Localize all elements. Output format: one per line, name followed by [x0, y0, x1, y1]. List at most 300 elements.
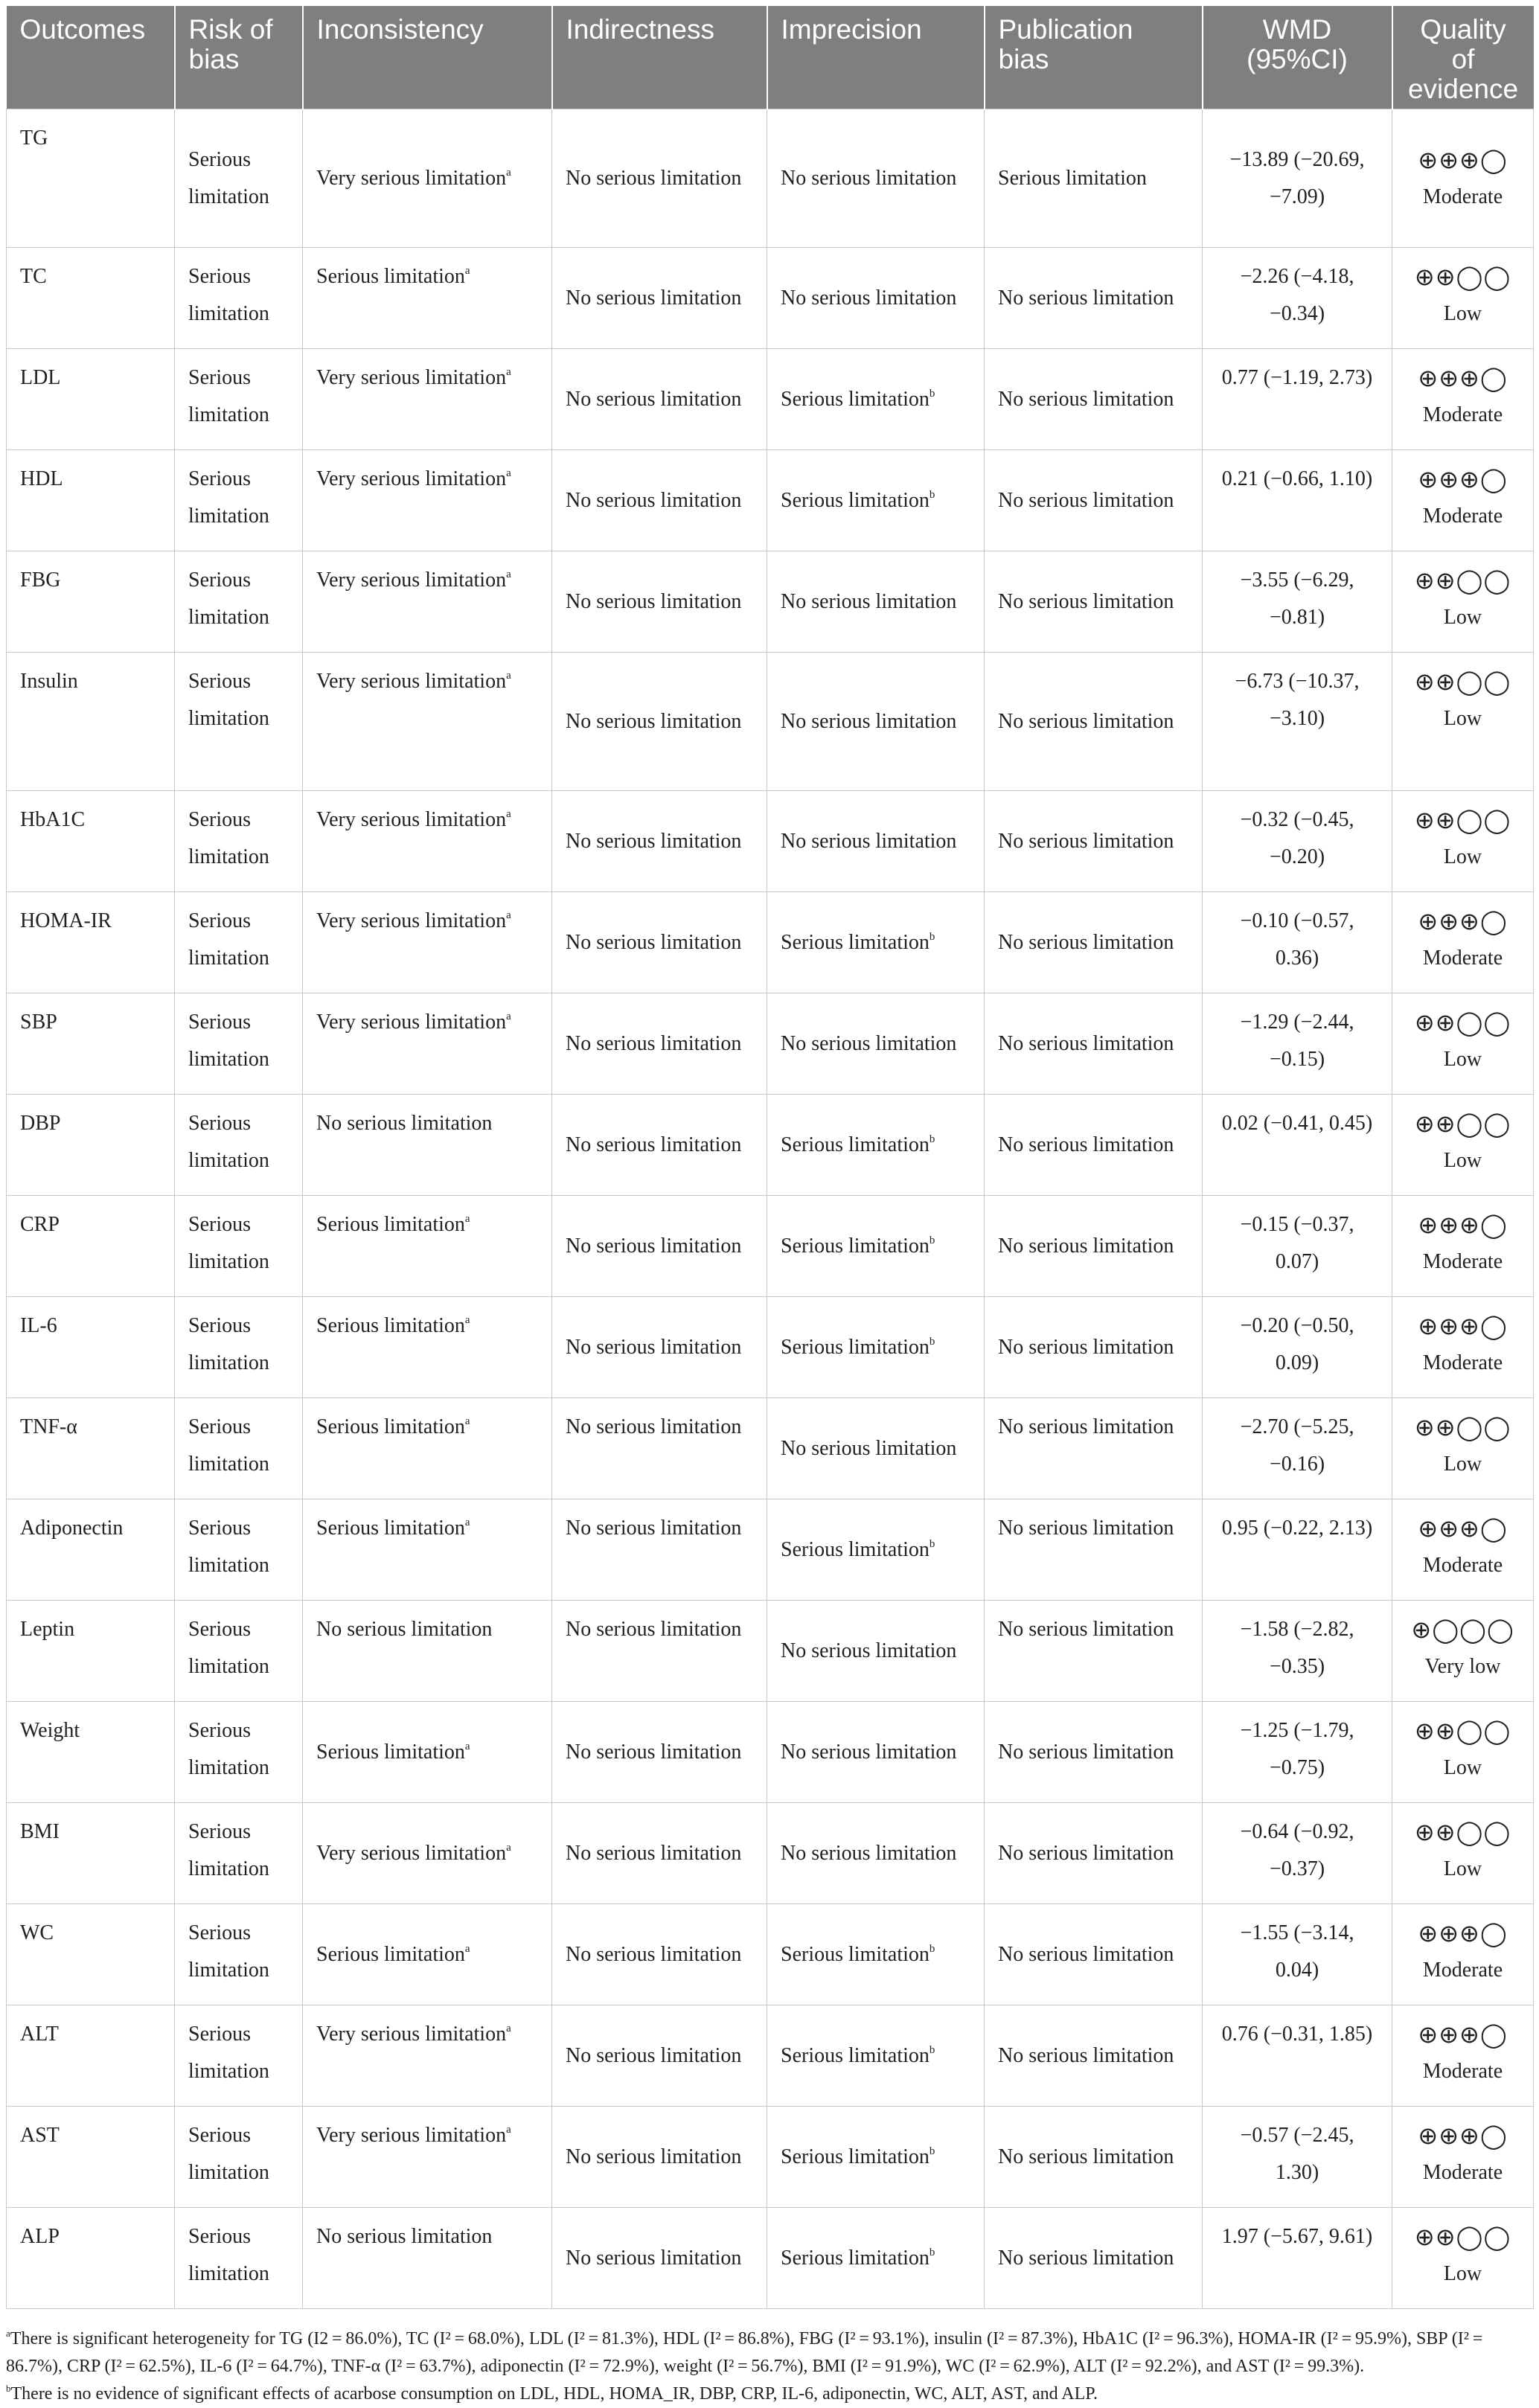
inconsistency-text: Serious limitation: [316, 1517, 465, 1540]
quality-cell: [1392, 551, 1534, 653]
header-quality: Quality of evidence: [1392, 6, 1534, 109]
quality-cell: [1392, 450, 1534, 551]
quality-label: Low: [1443, 2262, 1482, 2285]
table-row: [7, 2208, 1534, 2309]
imprecision-text: Serious limitation: [781, 488, 930, 512]
table-row: [7, 450, 1534, 551]
quality-label: Moderate: [1422, 1250, 1503, 1273]
table-footnotes: [6, 2325, 1533, 2408]
imprecision-cell: [767, 653, 985, 791]
header-publication-bias: Publication bias: [985, 6, 1203, 109]
imprecision-text: Serious limitation: [781, 930, 930, 954]
inconsistency-cell: [303, 2208, 552, 2309]
quality-cell: [1392, 2208, 1534, 2309]
imprecision-cell: [767, 993, 985, 1095]
wmd-cell: −2.70 (−5.25, −0.16): [1203, 1398, 1392, 1499]
quality-cell: [1392, 993, 1534, 1095]
risk-of-bias-cell: Serious limitation: [175, 892, 303, 993]
risk-of-bias-cell: Serious limitation: [175, 450, 303, 551]
imprecision-text: No serious limitation: [781, 1740, 957, 1764]
publication-bias-cell: No serious limitation: [985, 653, 1203, 791]
inconsistency-text: Serious limitation: [316, 1415, 465, 1438]
wmd-cell: 0.95 (−0.22, 2.13): [1203, 1499, 1392, 1601]
indirectness-cell: No serious limitation: [552, 109, 767, 248]
risk-of-bias-cell: Serious limitation: [175, 2005, 303, 2107]
outcome-cell: HbA1C: [7, 791, 175, 892]
imprecision-text: No serious limitation: [781, 1639, 957, 1662]
quality-label: Moderate: [1422, 185, 1503, 208]
inconsistency-cell: [303, 551, 552, 653]
indirectness-cell: No serious limitation: [552, 791, 767, 892]
inconsistency-text: Very serious limitation: [316, 166, 507, 190]
indirectness-cell: No serious limitation: [552, 1803, 767, 1904]
quality-cell: [1392, 1803, 1534, 1904]
quality-symbols-icon: ⊕⊕⊕◯: [1418, 1312, 1508, 1340]
header-risk-of-bias: Risk of bias: [175, 6, 303, 109]
footnote-marker: a: [506, 467, 511, 479]
quality-cell: [1392, 2107, 1534, 2208]
quality-label: Moderate: [1422, 2161, 1503, 2184]
publication-bias-cell: No serious limitation: [985, 791, 1203, 892]
outcome-cell: TG: [7, 109, 175, 248]
risk-of-bias-cell: Serious limitation: [175, 2208, 303, 2309]
footnote-marker: a: [506, 569, 511, 580]
inconsistency-cell: [303, 653, 552, 791]
quality-cell: [1392, 1904, 1534, 2005]
footnote-marker: b: [929, 2145, 935, 2157]
quality-symbols-icon: ⊕⊕⊕◯: [1418, 364, 1508, 392]
quality-symbols-icon: ⊕⊕⊕◯: [1418, 1919, 1508, 1947]
inconsistency-cell: [303, 1904, 552, 2005]
indirectness-cell: No serious limitation: [552, 551, 767, 653]
risk-of-bias-cell: Serious limitation: [175, 1499, 303, 1601]
inconsistency-cell: [303, 1499, 552, 1601]
quality-cell: [1392, 2005, 1534, 2107]
imprecision-text: No serious limitation: [781, 166, 957, 190]
imprecision-cell: [767, 791, 985, 892]
indirectness-cell: No serious limitation: [552, 1601, 767, 1702]
imprecision-cell: [767, 450, 985, 551]
outcome-cell: Weight: [7, 1702, 175, 1803]
table-header: [7, 6, 1534, 109]
table-row: [7, 1702, 1534, 1803]
table-row: [7, 892, 1534, 993]
imprecision-cell: [767, 1499, 985, 1601]
inconsistency-text: Very serious limitation: [316, 2023, 507, 2046]
quality-symbols-icon: ⊕⊕◯◯: [1414, 1717, 1511, 1745]
publication-bias-cell: Serious limitation: [985, 109, 1203, 248]
imprecision-cell: [767, 248, 985, 349]
inconsistency-text: Very serious limitation: [316, 909, 507, 932]
imprecision-text: No serious limitation: [781, 709, 957, 733]
outcome-cell: Leptin: [7, 1601, 175, 1702]
imprecision-cell: [767, 551, 985, 653]
publication-bias-cell: No serious limitation: [985, 1297, 1203, 1398]
indirectness-cell: No serious limitation: [552, 1499, 767, 1601]
inconsistency-text: No serious limitation: [316, 1112, 493, 1135]
wmd-cell: 0.76 (−0.31, 1.85): [1203, 2005, 1392, 2107]
table-row: [7, 1398, 1534, 1499]
imprecision-text: Serious limitation: [781, 387, 930, 411]
footnote-marker: a: [464, 1942, 470, 1955]
footnote-marker: a: [506, 909, 511, 921]
inconsistency-text: Very serious limitation: [316, 569, 507, 592]
quality-label: Low: [1443, 845, 1482, 868]
table-row: [7, 653, 1534, 791]
wmd-cell: 1.97 (−5.67, 9.61): [1203, 2208, 1392, 2309]
inconsistency-cell: [303, 892, 552, 993]
inconsistency-text: Very serious limitation: [316, 2124, 507, 2147]
inconsistency-cell: [303, 1702, 552, 1803]
risk-of-bias-cell: Serious limitation: [175, 653, 303, 791]
footnote-marker: a: [506, 808, 511, 820]
inconsistency-cell: [303, 349, 552, 450]
footnote-b-mark: b: [6, 2383, 11, 2394]
table-row: [7, 349, 1534, 450]
outcome-cell: SBP: [7, 993, 175, 1095]
inconsistency-cell: [303, 2107, 552, 2208]
indirectness-cell: No serious limitation: [552, 2208, 767, 2309]
risk-of-bias-cell: Serious limitation: [175, 1095, 303, 1196]
inconsistency-cell: [303, 1196, 552, 1297]
imprecision-text: Serious limitation: [781, 1335, 930, 1359]
outcome-cell: HOMA-IR: [7, 892, 175, 993]
imprecision-cell: [767, 1601, 985, 1702]
quality-symbols-icon: ⊕⊕⊕◯: [1418, 145, 1508, 174]
table-row: [7, 2005, 1534, 2107]
wmd-cell: −13.89 (−20.69, −7.09): [1203, 109, 1392, 248]
imprecision-cell: [767, 1702, 985, 1803]
outcome-cell: ALP: [7, 2208, 175, 2309]
indirectness-cell: No serious limitation: [552, 349, 767, 450]
inconsistency-cell: [303, 248, 552, 349]
grade-evidence-table: [6, 6, 1534, 2309]
quality-symbols-icon: ⊕⊕◯◯: [1414, 566, 1511, 595]
inconsistency-text: Very serious limitation: [316, 808, 507, 831]
wmd-cell: −1.58 (−2.82, −0.35): [1203, 1601, 1392, 1702]
footnote-a: [6, 2325, 1533, 2380]
quality-cell: [1392, 1196, 1534, 1297]
header-wmd: WMD (95%CI): [1203, 6, 1392, 109]
outcome-cell: IL-6: [7, 1297, 175, 1398]
table-row: [7, 1095, 1534, 1196]
footnote-marker: b: [929, 1942, 935, 1955]
publication-bias-cell: No serious limitation: [985, 1601, 1203, 1702]
quality-label: Low: [1443, 1857, 1482, 1880]
imprecision-cell: [767, 1398, 985, 1499]
risk-of-bias-cell: Serious limitation: [175, 248, 303, 349]
quality-label: Moderate: [1422, 1351, 1503, 1374]
indirectness-cell: No serious limitation: [552, 2107, 767, 2208]
publication-bias-cell: No serious limitation: [985, 248, 1203, 349]
publication-bias-cell: No serious limitation: [985, 993, 1203, 1095]
indirectness-cell: No serious limitation: [552, 1297, 767, 1398]
outcome-cell: FBG: [7, 551, 175, 653]
quality-symbols-icon: ⊕⊕⊕◯: [1418, 907, 1508, 935]
quality-label: Moderate: [1422, 505, 1503, 528]
outcome-cell: TNF-α: [7, 1398, 175, 1499]
publication-bias-cell: No serious limitation: [985, 1398, 1203, 1499]
outcome-cell: Insulin: [7, 653, 175, 791]
quality-symbols-icon: ⊕⊕⊕◯: [1418, 465, 1508, 493]
indirectness-cell: No serious limitation: [552, 248, 767, 349]
publication-bias-cell: No serious limitation: [985, 2107, 1203, 2208]
quality-symbols-icon: ⊕◯◯◯: [1411, 1616, 1514, 1644]
imprecision-text: No serious limitation: [781, 829, 957, 853]
table-row: [7, 993, 1534, 1095]
indirectness-cell: No serious limitation: [552, 653, 767, 791]
quality-symbols-icon: ⊕⊕◯◯: [1414, 1109, 1511, 1138]
header-inconsistency: Inconsistency: [303, 6, 552, 109]
indirectness-cell: No serious limitation: [552, 993, 767, 1095]
quality-label: Moderate: [1422, 947, 1503, 970]
quality-label: Very low: [1424, 1655, 1501, 1678]
publication-bias-cell: No serious limitation: [985, 1196, 1203, 1297]
footnote-marker: b: [929, 2246, 935, 2258]
imprecision-cell: [767, 1904, 985, 2005]
inconsistency-text: Very serious limitation: [316, 366, 507, 389]
quality-symbols-icon: ⊕⊕⊕◯: [1418, 2020, 1508, 2049]
quality-cell: [1392, 653, 1534, 791]
risk-of-bias-cell: Serious limitation: [175, 791, 303, 892]
indirectness-cell: No serious limitation: [552, 892, 767, 993]
publication-bias-cell: No serious limitation: [985, 2005, 1203, 2107]
indirectness-cell: No serious limitation: [552, 1398, 767, 1499]
footnote-a-mark: a: [6, 2328, 10, 2339]
footnote-marker: a: [506, 2124, 511, 2136]
table-row: [7, 1601, 1534, 1702]
table-row: [7, 1904, 1534, 2005]
imprecision-text: No serious limitation: [781, 589, 957, 613]
quality-cell: [1392, 1702, 1534, 1803]
header-indirectness: Indirectness: [552, 6, 767, 109]
quality-label: Low: [1443, 1453, 1482, 1476]
quality-symbols-icon: ⊕⊕◯◯: [1414, 263, 1511, 291]
footnote-marker: b: [929, 387, 935, 400]
outcome-cell: WC: [7, 1904, 175, 2005]
publication-bias-cell: No serious limitation: [985, 1499, 1203, 1601]
risk-of-bias-cell: Serious limitation: [175, 349, 303, 450]
inconsistency-text: Serious limitation: [316, 1213, 465, 1236]
quality-label: Moderate: [1422, 2060, 1503, 2083]
inconsistency-cell: [303, 1297, 552, 1398]
imprecision-cell: [767, 1297, 985, 1398]
imprecision-text: Serious limitation: [781, 2043, 930, 2067]
wmd-cell: −0.20 (−0.50, 0.09): [1203, 1297, 1392, 1398]
indirectness-cell: No serious limitation: [552, 1196, 767, 1297]
outcome-cell: TC: [7, 248, 175, 349]
quality-label: Moderate: [1422, 1554, 1503, 1577]
footnote-marker: a: [464, 1415, 470, 1427]
inconsistency-cell: [303, 993, 552, 1095]
risk-of-bias-cell: Serious limitation: [175, 109, 303, 248]
publication-bias-cell: No serious limitation: [985, 551, 1203, 653]
imprecision-text: No serious limitation: [781, 286, 957, 310]
inconsistency-cell: [303, 1803, 552, 1904]
inconsistency-text: Serious limitation: [316, 1314, 465, 1337]
table-row: [7, 1297, 1534, 1398]
footnote-marker: a: [464, 1213, 470, 1225]
footnote-marker: a: [464, 1740, 470, 1752]
quality-cell: [1392, 1601, 1534, 1702]
publication-bias-cell: No serious limitation: [985, 2208, 1203, 2309]
outcome-cell: AST: [7, 2107, 175, 2208]
inconsistency-text: Very serious limitation: [316, 467, 507, 490]
publication-bias-cell: No serious limitation: [985, 1803, 1203, 1904]
quality-cell: [1392, 248, 1534, 349]
quality-cell: [1392, 109, 1534, 248]
quality-cell: [1392, 349, 1534, 450]
footnote-marker: b: [929, 1234, 935, 1246]
imprecision-text: No serious limitation: [781, 1436, 957, 1460]
imprecision-cell: [767, 349, 985, 450]
quality-symbols-icon: ⊕⊕◯◯: [1414, 1413, 1511, 1441]
imprecision-cell: [767, 1095, 985, 1196]
wmd-cell: −1.25 (−1.79, −0.75): [1203, 1702, 1392, 1803]
risk-of-bias-cell: Serious limitation: [175, 1196, 303, 1297]
risk-of-bias-cell: Serious limitation: [175, 1904, 303, 2005]
quality-symbols-icon: ⊕⊕◯◯: [1414, 806, 1511, 834]
imprecision-text: Serious limitation: [781, 1942, 930, 1966]
wmd-cell: −0.10 (−0.57, 0.36): [1203, 892, 1392, 993]
imprecision-cell: [767, 2005, 985, 2107]
table-row: [7, 1196, 1534, 1297]
quality-label: Low: [1443, 1756, 1482, 1779]
inconsistency-cell: [303, 1601, 552, 1702]
footnote-marker: a: [464, 265, 470, 277]
quality-cell: [1392, 791, 1534, 892]
wmd-cell: −0.57 (−2.45, 1.30): [1203, 2107, 1392, 2208]
quality-symbols-icon: ⊕⊕⊕◯: [1418, 1514, 1508, 1543]
imprecision-cell: [767, 1803, 985, 1904]
indirectness-cell: No serious limitation: [552, 1095, 767, 1196]
footnote-marker: a: [506, 1841, 511, 1854]
inconsistency-cell: [303, 1398, 552, 1499]
footnote-marker: a: [464, 1314, 470, 1326]
indirectness-cell: No serious limitation: [552, 1904, 767, 2005]
publication-bias-cell: No serious limitation: [985, 450, 1203, 551]
wmd-cell: −3.55 (−6.29, −0.81): [1203, 551, 1392, 653]
footnote-marker: a: [506, 670, 511, 682]
quality-symbols-icon: ⊕⊕◯◯: [1414, 2223, 1511, 2251]
wmd-cell: −1.55 (−3.14, 0.04): [1203, 1904, 1392, 2005]
header-row: [7, 6, 1534, 109]
quality-label: Low: [1443, 1048, 1482, 1071]
quality-cell: [1392, 1398, 1534, 1499]
inconsistency-cell: [303, 791, 552, 892]
quality-symbols-icon: ⊕⊕◯◯: [1414, 1008, 1511, 1037]
outcome-cell: BMI: [7, 1803, 175, 1904]
table-row: [7, 2107, 1534, 2208]
footnote-marker: b: [929, 1133, 935, 1145]
imprecision-cell: [767, 1196, 985, 1297]
outcome-cell: ALT: [7, 2005, 175, 2107]
inconsistency-cell: [303, 109, 552, 248]
imprecision-text: Serious limitation: [781, 1234, 930, 1258]
footnote-marker: a: [506, 1011, 511, 1022]
quality-symbols-icon: ⊕⊕⊕◯: [1418, 1211, 1508, 1239]
imprecision-text: Serious limitation: [781, 2145, 930, 2168]
wmd-cell: −2.26 (−4.18, −0.34): [1203, 248, 1392, 349]
quality-cell: [1392, 1499, 1534, 1601]
inconsistency-text: Very serious limitation: [316, 1011, 507, 1034]
inconsistency-text: Serious limitation: [316, 1740, 465, 1764]
footnote-b-text: There is no evidence of significant effects of acarbose consumption on LDL, HDL, HOMA_IR, DBP, CRP, IL-6, adiponectin, WC, ALT, AST, and ALP.: [10, 2384, 1098, 2404]
quality-label: Moderate: [1422, 1959, 1503, 1982]
risk-of-bias-cell: Serious limitation: [175, 1398, 303, 1499]
inconsistency-cell: [303, 2005, 552, 2107]
quality-cell: [1392, 892, 1534, 993]
risk-of-bias-cell: Serious limitation: [175, 1803, 303, 1904]
wmd-cell: −6.73 (−10.37, −3.10): [1203, 653, 1392, 791]
wmd-cell: −1.29 (−2.44, −0.15): [1203, 993, 1392, 1095]
wmd-cell: −0.64 (−0.92, −0.37): [1203, 1803, 1392, 1904]
wmd-cell: −0.32 (−0.45, −0.20): [1203, 791, 1392, 892]
table-row: [7, 551, 1534, 653]
outcome-cell: CRP: [7, 1196, 175, 1297]
table-row: [7, 791, 1534, 892]
inconsistency-cell: [303, 1095, 552, 1196]
footnote-a-text: There is significant heterogeneity for TG (I2 = 86.0%), TC (I² = 68.0%), LDL (I² = 81.3%), HDL (I² = 86.8%), FBG (I² = 93.1%), insulin (I² = 87.3%), HbA1C (I² = 96.3%), HOMA-IR (I² = 95.9%), SBP (I² = 86.7%), CRP (I² = 62.5%), IL-6 (I² = 64.7%), TNF-α (I² = 63.7%), adiponectin (I² = 72.9%), weight (I² = 56.7%), BMI (I² = 91.9%), WC (I² = 62.9%), ALT (I² = 92.2%), and AST (I² = 99.3%).: [6, 2329, 1487, 2376]
risk-of-bias-cell: Serious limitation: [175, 993, 303, 1095]
wmd-cell: 0.02 (−0.41, 0.45): [1203, 1095, 1392, 1196]
wmd-cell: 0.77 (−1.19, 2.73): [1203, 349, 1392, 450]
footnote-marker: a: [506, 2023, 511, 2034]
inconsistency-text: Serious limitation: [316, 265, 465, 288]
quality-cell: [1392, 1297, 1534, 1398]
quality-symbols-icon: ⊕⊕◯◯: [1414, 1818, 1511, 1846]
footnote-marker: b: [929, 488, 935, 501]
inconsistency-cell: [303, 450, 552, 551]
publication-bias-cell: No serious limitation: [985, 1702, 1203, 1803]
quality-symbols-icon: ⊕⊕⊕◯: [1418, 2122, 1508, 2150]
imprecision-cell: [767, 892, 985, 993]
publication-bias-cell: No serious limitation: [985, 892, 1203, 993]
quality-label: Low: [1443, 707, 1482, 730]
indirectness-cell: No serious limitation: [552, 1702, 767, 1803]
header-imprecision: Imprecision: [767, 6, 985, 109]
wmd-cell: 0.21 (−0.66, 1.10): [1203, 450, 1392, 551]
table-row: [7, 248, 1534, 349]
table-row: [7, 1499, 1534, 1601]
footnote-b: [6, 2380, 1533, 2408]
header-outcomes: Outcomes: [7, 6, 175, 109]
inconsistency-text: Very serious limitation: [316, 1841, 507, 1865]
wmd-cell: −0.15 (−0.37, 0.07): [1203, 1196, 1392, 1297]
publication-bias-cell: No serious limitation: [985, 1095, 1203, 1196]
quality-label: Low: [1443, 302, 1482, 325]
risk-of-bias-cell: Serious limitation: [175, 1702, 303, 1803]
risk-of-bias-cell: Serious limitation: [175, 1601, 303, 1702]
table-row: [7, 109, 1534, 248]
footnote-marker: a: [464, 1517, 470, 1528]
outcome-cell: DBP: [7, 1095, 175, 1196]
inconsistency-text: No serious limitation: [316, 2225, 493, 2248]
imprecision-text: Serious limitation: [781, 1133, 930, 1156]
quality-label: Low: [1443, 1149, 1482, 1172]
imprecision-text: No serious limitation: [781, 1841, 957, 1865]
inconsistency-text: No serious limitation: [316, 1618, 493, 1641]
indirectness-cell: No serious limitation: [552, 2005, 767, 2107]
inconsistency-text: Very serious limitation: [316, 670, 507, 693]
inconsistency-text: Serious limitation: [316, 1942, 465, 1966]
footnote-marker: b: [929, 2043, 935, 2056]
imprecision-text: No serious limitation: [781, 1031, 957, 1055]
quality-cell: [1392, 1095, 1534, 1196]
imprecision-cell: [767, 2107, 985, 2208]
outcome-cell: Adiponectin: [7, 1499, 175, 1601]
imprecision-text: Serious limitation: [781, 2246, 930, 2270]
